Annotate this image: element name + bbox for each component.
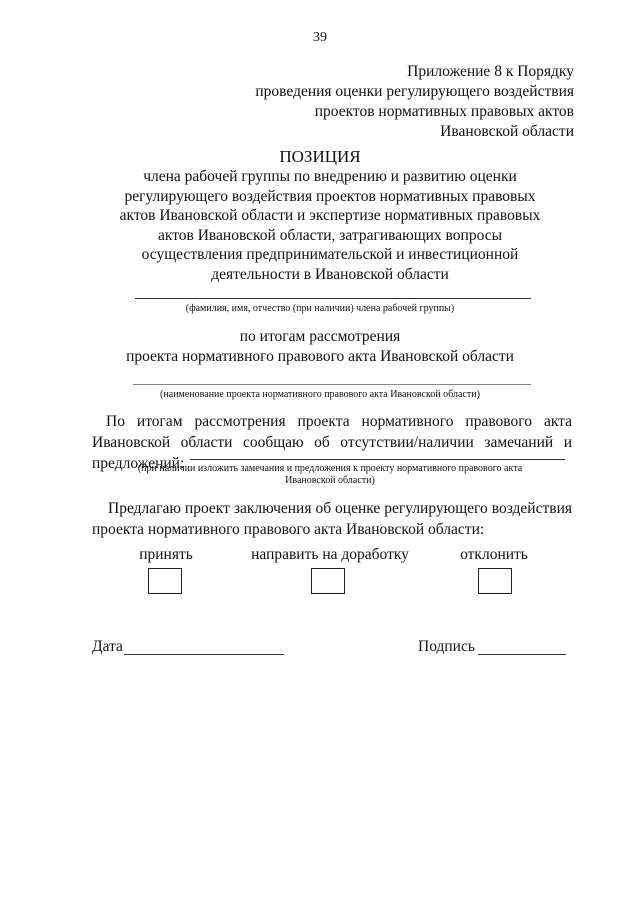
review-heading-line: по итогам рассмотрения	[239, 328, 401, 345]
signature-field[interactable]	[478, 654, 566, 655]
appendix-header	[255, 62, 574, 142]
subtitle-line: осуществления предпринимательской и инвестиционной	[141, 246, 519, 263]
option-reject-label: отклонить	[460, 546, 528, 563]
review-heading-line: проекта нормативного правового акта Ивановской области	[126, 348, 514, 365]
option-revise-label: направить на доработку	[251, 546, 409, 563]
proposal-line: Предлагаю проект заключения об оценке регулирующего воздействия	[108, 500, 572, 517]
remarks-note	[110, 463, 550, 487]
subtitle-line: регулирующего воздействия проектов нормативных правовых	[124, 187, 536, 205]
act-name-field[interactable]	[133, 384, 531, 385]
subtitle-line: члена рабочей группы по внедрению и развитию оценки	[143, 168, 517, 185]
date-field[interactable]	[124, 654, 284, 655]
remarks-note-line: (при наличии изложить замечания и предложения к проекту нормативного правового акта	[137, 463, 523, 474]
statement-label: предложений:	[92, 455, 185, 472]
accept-checkbox[interactable]	[148, 568, 182, 594]
subtitle-line: актов Ивановской области и экспертизе нормативных правовых	[119, 207, 541, 224]
remarks-field[interactable]	[190, 459, 565, 460]
appendix-line: Приложение 8 к Порядку	[407, 63, 574, 80]
document-title: ПОЗИЦИЯ	[279, 147, 361, 166]
reject-checkbox[interactable]	[478, 568, 512, 594]
subtitle-line: деятельности в Ивановской области	[211, 265, 449, 283]
appendix-line: проведения оценки регулирующего воздействия	[255, 83, 574, 100]
remarks-note-line: Ивановской области)	[285, 475, 375, 486]
act-name-caption: (наименование проекта нормативного правового акта Ивановской области)	[160, 389, 480, 400]
statement-line: По итогам рассмотрения проекта нормативного правового акта	[106, 413, 572, 430]
revise-checkbox[interactable]	[311, 568, 345, 594]
subtitle-line: актов Ивановской области, затрагивающих вопросы	[158, 226, 502, 244]
member-name-caption: (фамилия, имя, отчество (при наличии) члена рабочей группы)	[185, 303, 455, 314]
proposal-paragraph	[92, 498, 572, 540]
appendix-line: проектов нормативных правовых актов	[314, 103, 574, 120]
proposal-line: проекта нормативного правового акта Ивановской области:	[92, 521, 485, 538]
page-number: 39	[313, 30, 327, 45]
signature-label: Подпись	[418, 638, 475, 655]
date-label: Дата	[92, 638, 123, 655]
statement-line: Ивановской области сообщаю об отсутствии/наличии замечаний и	[92, 434, 572, 451]
review-heading	[0, 327, 640, 367]
appendix-line: Ивановской области	[440, 123, 574, 140]
member-name-field[interactable]	[135, 298, 531, 299]
document-subtitle	[90, 167, 570, 284]
option-accept-label: принять	[139, 546, 193, 563]
